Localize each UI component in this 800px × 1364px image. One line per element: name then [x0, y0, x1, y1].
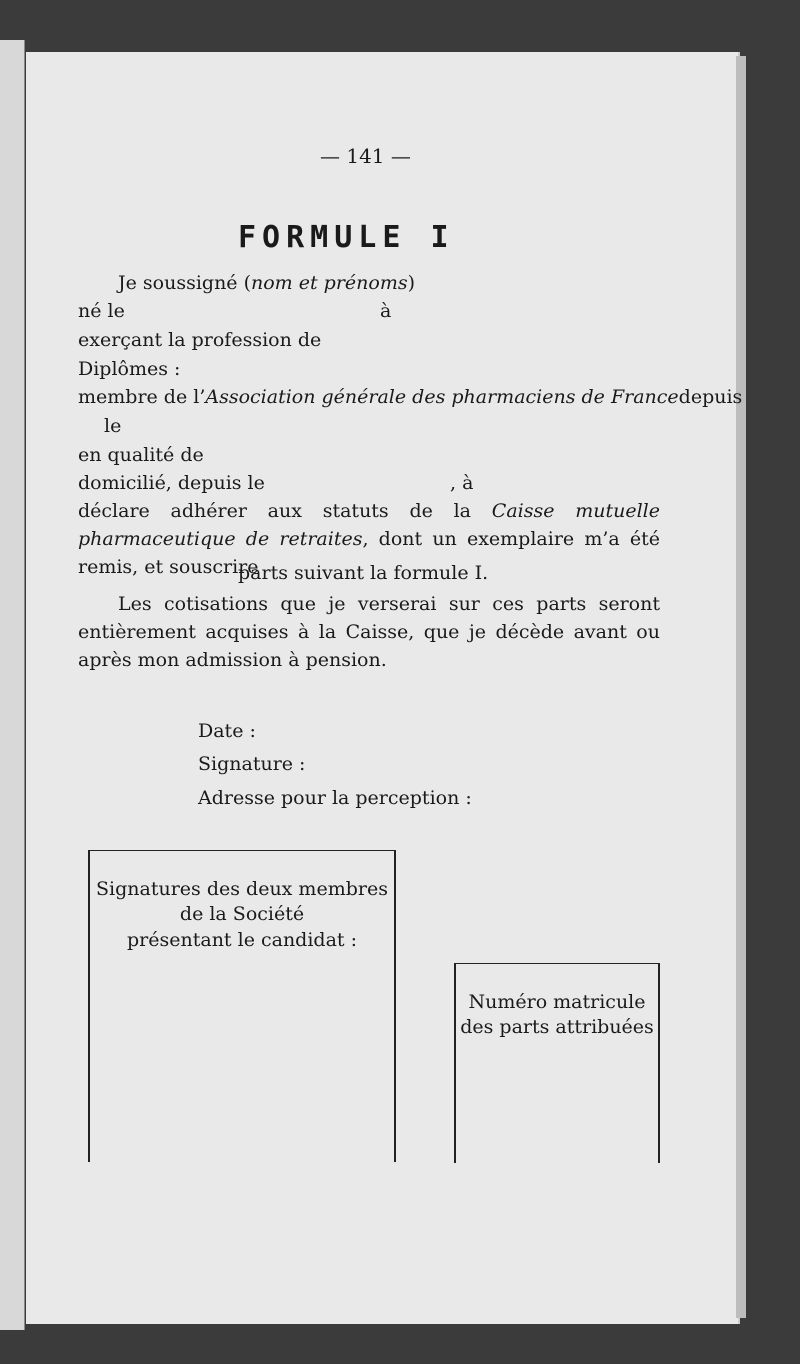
le-label: le: [104, 415, 122, 437]
matricule-line-1: Numéro matricule: [468, 991, 646, 1013]
matricule-box: [454, 963, 660, 1163]
cotisations-paragraph: Les cotisations que je verserai sur ces parts seront entièrement acquises à la Caisse, que je décède avant ou après mon admission à pension.: [78, 593, 660, 671]
sponsors-box: [88, 850, 396, 1162]
sponsors-line-1: Signatures des deux membres: [96, 878, 388, 900]
membre-line: membre de l’Association générale des pharmaciens de France depuis: [78, 386, 743, 408]
soussigne-line: Je soussigné (nom et prénoms): [118, 272, 416, 294]
profession-label: exerçant la profession de: [78, 329, 322, 351]
matricule-line-2: des parts attribuées: [460, 1016, 654, 1038]
ne-le-label: né le: [78, 300, 125, 322]
form-title: FORMULE I: [238, 220, 455, 255]
domicilie-a-label: , à: [450, 472, 474, 494]
signature-label: Signature :: [198, 753, 306, 775]
previous-page-edge: [0, 40, 25, 1330]
page-number: — 141 —: [320, 144, 411, 168]
diplomes-label: Diplômes :: [78, 358, 181, 380]
declare-paragraph: déclare adhérer aux statuts de la Caisse mutuelle pharmaceutique de retraites, dont un exemplaire m’a été remis, et souscrire: [78, 500, 660, 578]
sponsors-line-3: présentant le candidat :: [127, 929, 357, 951]
qualite-label: en qualité de: [78, 444, 204, 466]
date-label: Date :: [198, 720, 256, 742]
domicilie-label: domicilié, depuis le: [78, 472, 265, 494]
page-edge: [736, 56, 746, 1318]
sponsors-line-2: de la Société: [179, 903, 305, 925]
parts-line: parts suivant la formule I.: [238, 562, 489, 584]
ne-a-label: à: [380, 300, 392, 322]
adresse-label: Adresse pour la perception :: [198, 787, 472, 809]
